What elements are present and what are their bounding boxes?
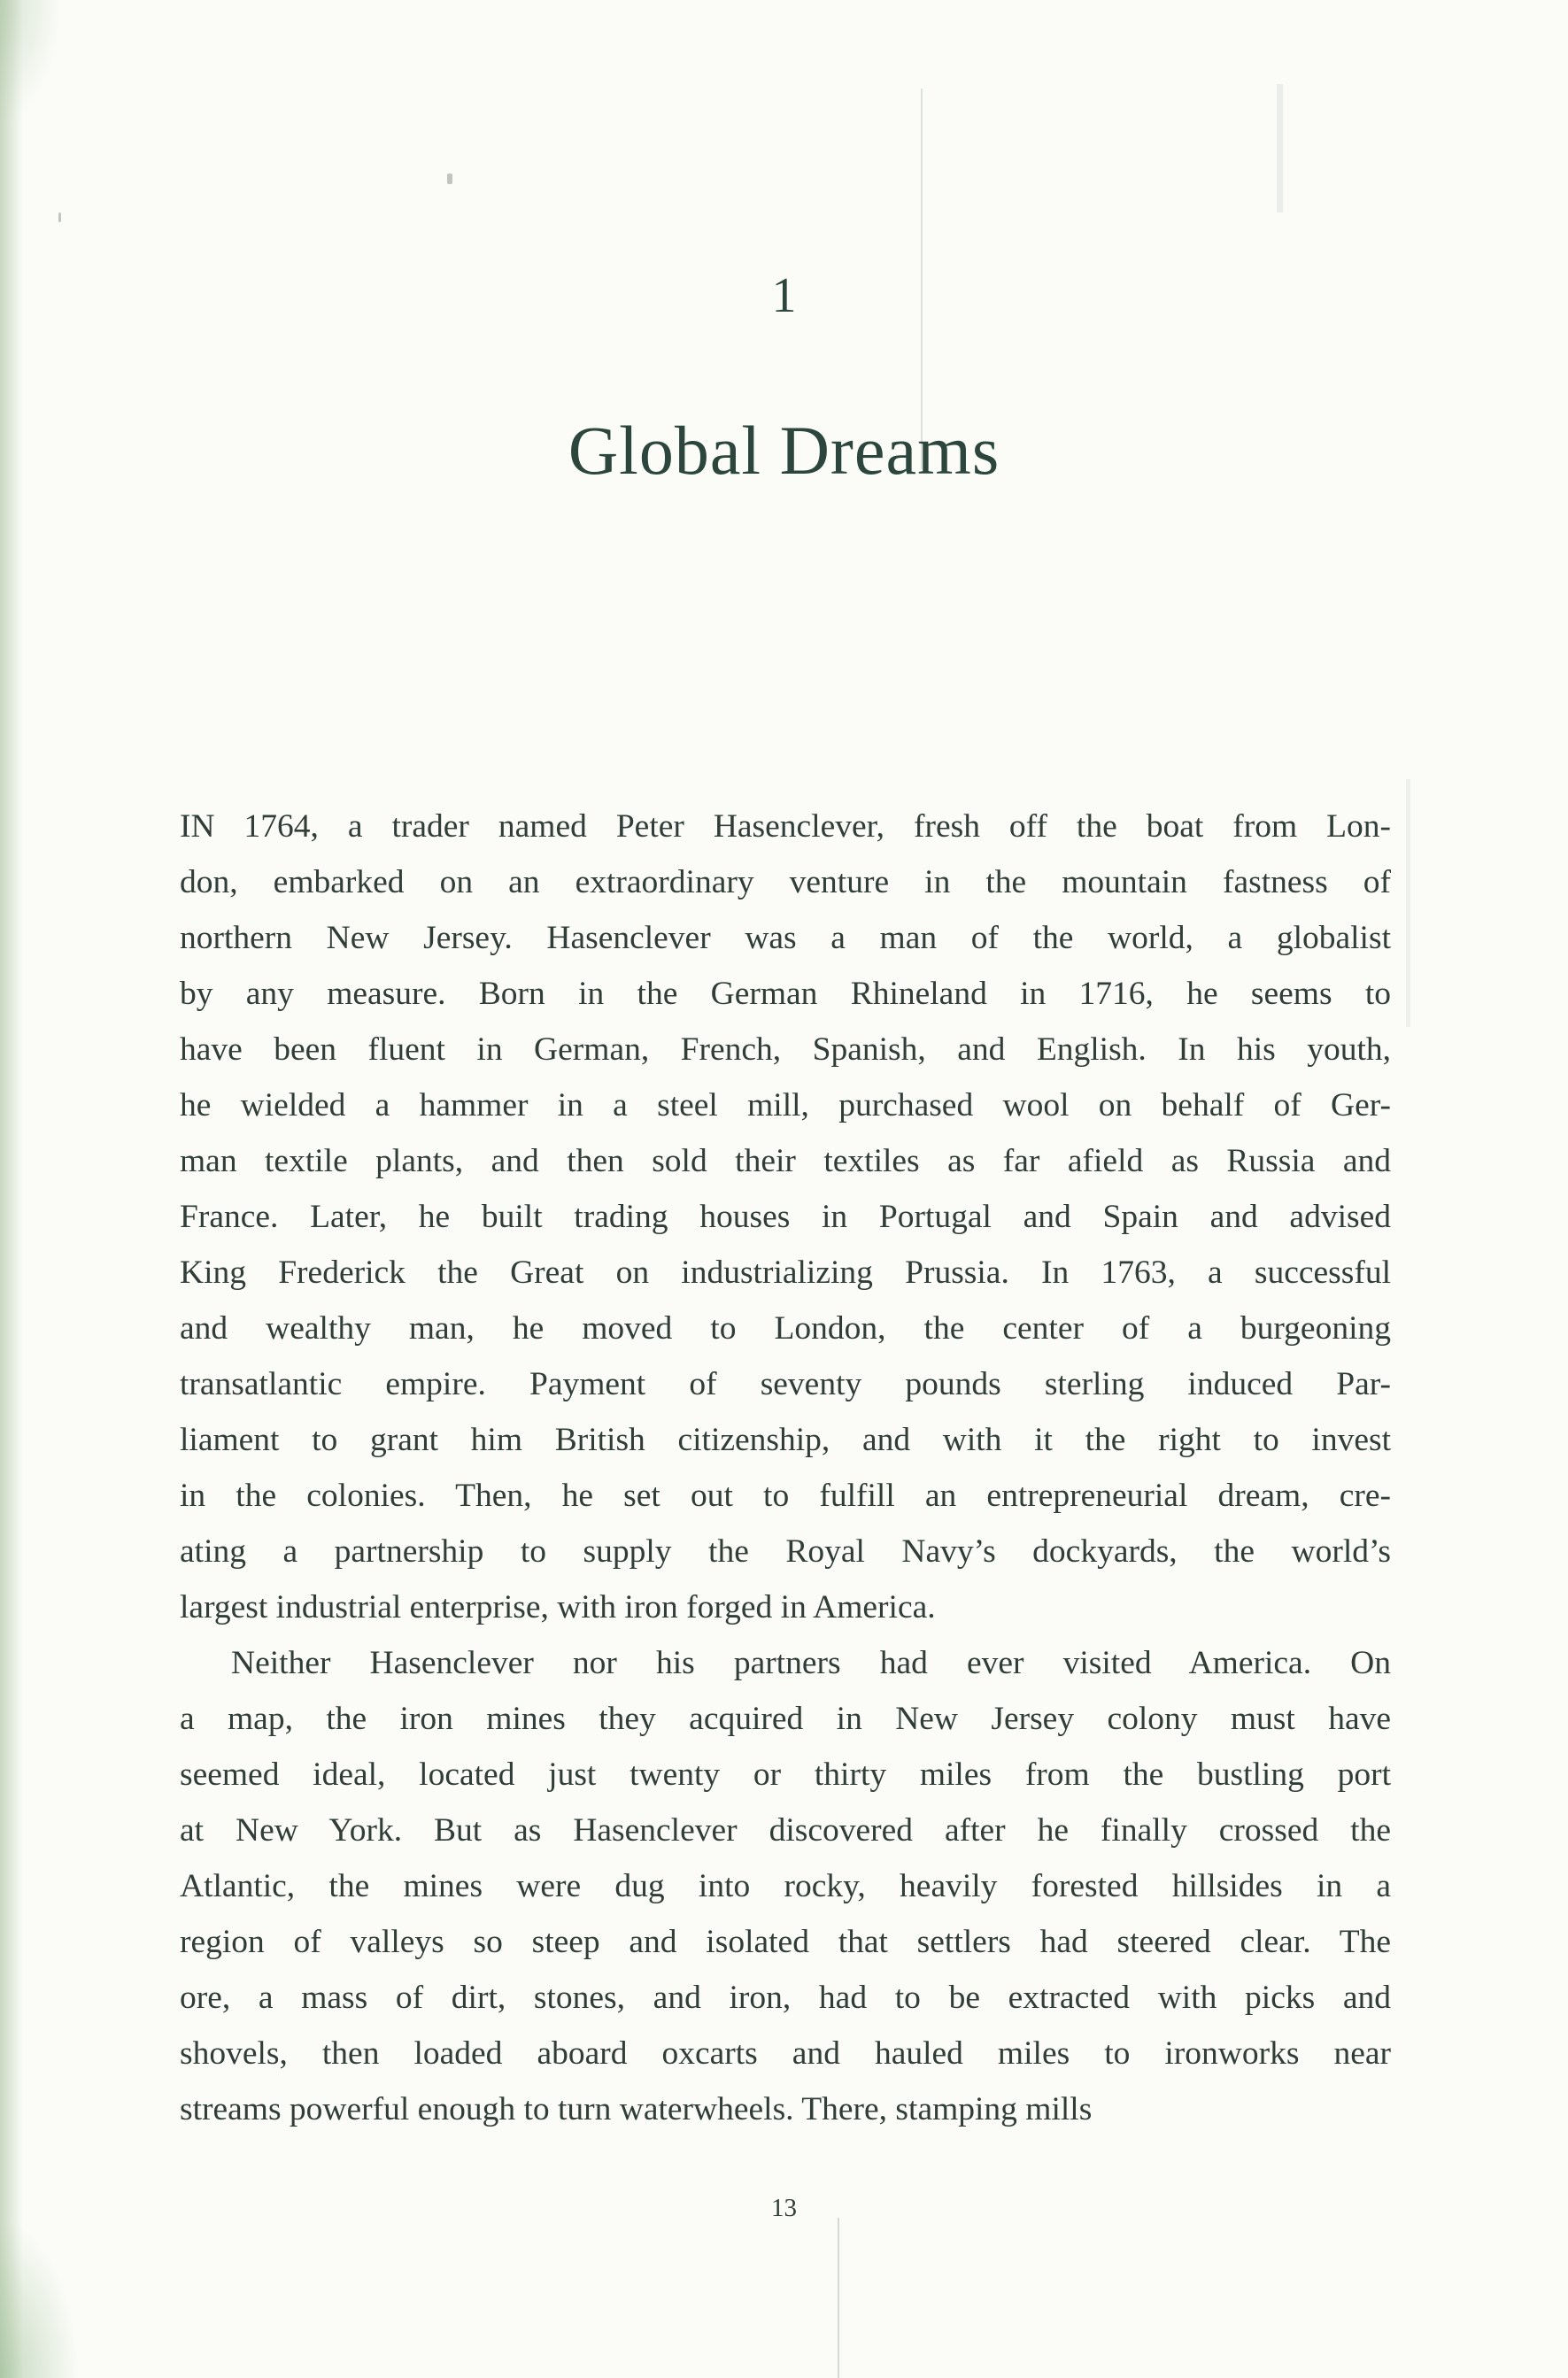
scan-artifact-vertical-line [838,2218,839,2378]
paragraph [180,1635,1391,2137]
text-line: region of valleys so steep and isolated that settlers had steered clear. The [180,1924,1391,1960]
text-line: streams powerful enough to turn waterwheels. There, stamping mills [180,2091,1093,2127]
text-line: liament to grant him British citizenship, and with it the right to invest [180,1422,1391,1458]
scan-artifact-corner-top-left [0,0,62,124]
text-line: Neither Hasenclever nor his partners had ever visited America. On [231,1645,1391,1681]
text-line: France. Later, he built trading houses in Portugal and Spain and advised [180,1199,1391,1235]
text-line: and wealthy man, he moved to London, the center of a burgeoning [180,1310,1391,1347]
text-line: in the colonies. Then, he set out to fulfill an entrepreneurial dream, cre- [180,1478,1391,1514]
text-line: at New York. But as Hasenclever discovered after he finally crossed the [180,1812,1391,1849]
text-line: northern New Jersey. Hasenclever was a man of the world, a globalist [180,920,1391,956]
page-number: 13 [771,2194,797,2222]
text-line: by any measure. Born in the German Rhineland in 1716, he seems to [180,976,1391,1012]
chapter-number: 1 [771,268,797,323]
text-line: a map, the iron mines they acquired in New Jersey colony must have [180,1701,1391,1737]
scan-speck [447,174,452,184]
text-line: Atlantic, the mines were dug into rocky, heavily forested hillsides in a [180,1868,1391,1904]
text-line: seemed ideal, located just twenty or thirty miles from the bustling port [180,1756,1391,1793]
scan-artifact-left-edge [0,0,23,2378]
text-line: ore, a mass of dirt, stones, and iron, had to be extracted with picks and [180,1980,1391,2016]
text-line: ating a partnership to supply the Royal Navy’s dockyards, the world’s [180,1533,1391,1570]
text-line: King Frederick the Great on industrializing Prussia. In 1763, a successful [180,1255,1391,1291]
text-line: IN 1764, a trader named Peter Hasenclever, fresh off the boat from Lon- [180,808,1391,845]
paragraph [180,799,1391,1635]
scan-speck [58,212,61,222]
chapter-title: Global Dreams [568,412,1000,489]
text-line: shovels, then loaded aboard oxcarts and hauled miles to ironworks near [180,2035,1391,2072]
body-text [180,799,1391,2137]
text-line: have been fluent in German, French, Spanish, and English. In his youth, [180,1031,1391,1068]
scan-artifact-corner-bottom-left [0,2219,80,2378]
text-line: he wielded a hammer in a steel mill, purchased wool on behalf of Ger- [180,1087,1391,1123]
text-line: largest industrial enterprise, with iron forged in America. [180,1589,936,1625]
text-line: transatlantic empire. Payment of seventy pounds sterling induced Par- [180,1366,1391,1402]
text-line: man textile plants, and then sold their textiles as far afield as Russia and [180,1143,1391,1179]
scan-artifact-vertical-band [1406,779,1410,1027]
scan-artifact-vertical-band [1277,84,1283,212]
text-line: don, embarked on an extraordinary venture in the mountain fastness of [180,864,1391,900]
